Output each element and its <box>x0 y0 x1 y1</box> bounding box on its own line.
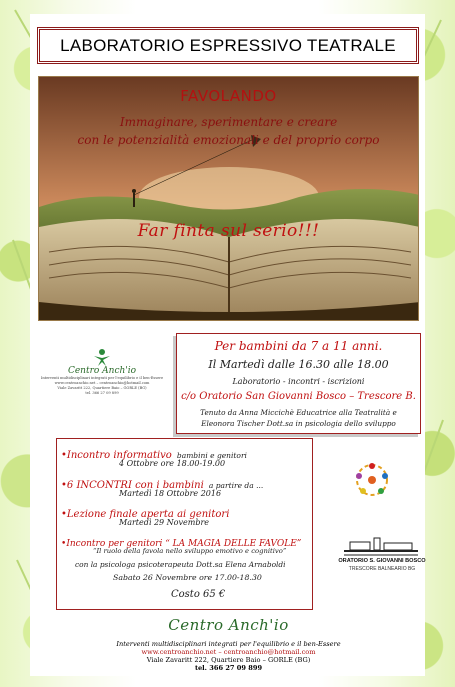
oratorio-name: ORATORIO S. GIOVANNI BOSCO <box>338 558 426 564</box>
item1-who: bambini e genitori <box>176 451 247 460</box>
hero-subtitle-line2: con le potenzialità emozionali e del proprio corpo <box>77 133 380 147</box>
logo-line1: Interventi multidisciplinari integrati per l'equilibrio e il ben-Essere <box>40 376 164 380</box>
program-item-1: •Incontro informativo bambini e genitori <box>61 450 247 461</box>
hero-slogan: Far finta sul serio!!! <box>137 221 320 241</box>
item2-title: 6 INCONTRI con i bambini <box>66 480 204 491</box>
schedule: Il Martedì dalle 16.30 alle 18.00 <box>208 358 389 371</box>
item1-title: Incontro informativo <box>66 450 172 461</box>
program-item-2: •6 INCONTRI con i bambini a partire da ... <box>61 480 264 491</box>
item2-extra: a partire da ... <box>208 481 264 490</box>
colorful-circle-logo <box>352 460 392 500</box>
item4-desc: “Il ruolo della favola nello sviluppo emotivo e cognitivo” <box>93 547 287 555</box>
cost: Costo 65 € <box>171 589 226 600</box>
oratorio-place: TRESCORE BALNEARIO BG <box>348 566 416 572</box>
sections: Laboratorio - incontri - iscrizioni <box>232 377 365 386</box>
hero-title: FAVOLANDO <box>180 87 277 105</box>
partner-logos <box>336 460 426 580</box>
item4-when: Sabato 26 Novembre ore 17.00-18.30 <box>113 573 262 582</box>
page-title <box>37 27 419 64</box>
church-building-icon <box>344 536 418 558</box>
book-landscape-illustration <box>39 77 419 321</box>
footer-line3: Viale Zavaritt 222, Quartiere Baio – GORLE (BG) <box>146 656 311 664</box>
hero-subtitle-line1: Immaginare, sperimentare e creare <box>119 115 338 129</box>
program-item-4: •Incontro per genitori “ LA MAGIA DELLE FAVOLE” <box>61 539 302 549</box>
item3-when: Martedì 29 Novembre <box>119 518 210 527</box>
logo-name: Centro Anch'io <box>67 366 137 376</box>
title-text: LABORATORIO ESPRESSIVO TEATRALE <box>60 35 396 55</box>
item2-when: Martedì 18 Ottobre 2016 <box>119 489 222 498</box>
footer-line4: tel. 366 27 09 899 <box>194 664 263 672</box>
footer-line1: Interventi multidisciplinari integrati per l'equilibrio e il ben-Essere <box>116 640 341 648</box>
item3-title: Lezione finale aperta ai genitori <box>66 509 230 520</box>
leader-line1: Tenuto da Anna Miccichè Educatrice alla Teatralità e <box>200 408 397 417</box>
item1-when: 4 Ottobre ore 18.00-19.00 <box>119 459 226 468</box>
item4-with: con la psicologa psicoterapeuta Dott.sa Elena Arnaboldi <box>75 560 286 569</box>
location: c/o Oratorio San Giovanni Bosco – Trescore B. <box>181 391 416 402</box>
logo-line2: www.centroanchio.net – centroanchio@hotmail.com <box>54 381 150 385</box>
age-range: Per bambini da 7 a 11 anni. <box>214 339 383 353</box>
hero-image <box>38 76 419 321</box>
program-box <box>56 438 313 610</box>
leader-line2: Eleonora Tischer Dott.sa in psicologia dello sviluppo <box>201 419 396 428</box>
logo-line3: Viale Zavaritt 222, Quartiere Baio – GORLE (BG) <box>57 386 147 390</box>
item4-title: Incontro per genitori “ LA MAGIA DELLE FAVOLE” <box>66 539 302 549</box>
centro-anchio-logo <box>38 348 166 408</box>
program-item-3: •Lezione finale aperta ai genitori <box>61 509 230 520</box>
person-icon <box>92 348 112 366</box>
footer-logo <box>38 616 419 684</box>
logo-line4: tel. 366 27 09 899 <box>85 391 119 395</box>
info-box <box>176 333 421 434</box>
footer-name: Centro Anch'io <box>168 616 289 634</box>
footer-line2: www.centroanchio.net – centroanchio@hotmail.com <box>141 648 316 656</box>
